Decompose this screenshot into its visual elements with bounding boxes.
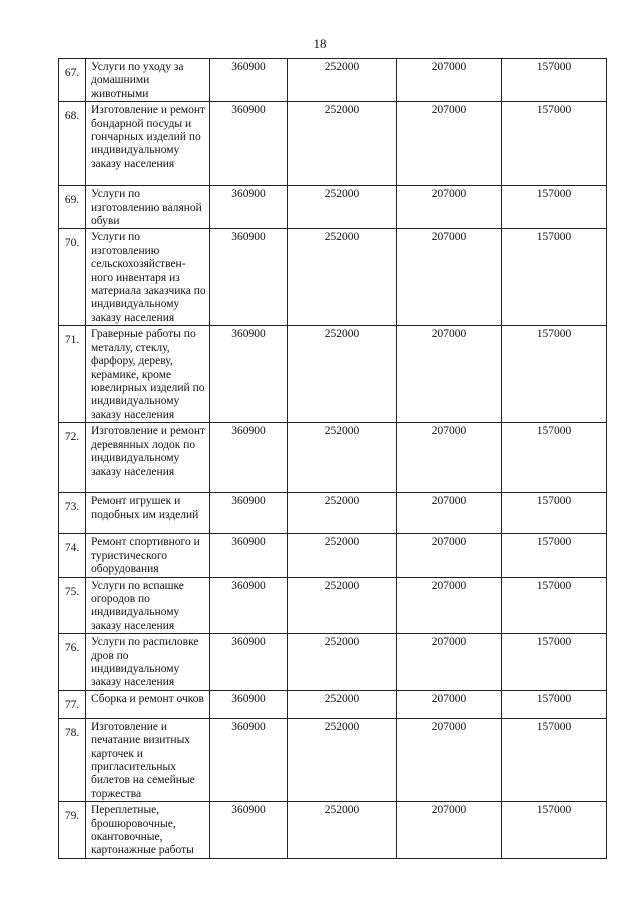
- service-name: Ремонт спортивного и туристического оборудования: [86, 534, 210, 577]
- value-cell: 157000: [502, 634, 607, 691]
- value-cell: 252000: [288, 229, 397, 326]
- service-name: Ремонт игрушек и подобных им изделий: [86, 493, 210, 534]
- value-cell: 360900: [210, 186, 288, 229]
- row-number: 67.: [59, 59, 86, 102]
- row-number: 77.: [59, 690, 86, 718]
- value-cell: 252000: [288, 102, 397, 186]
- table-row: [59, 326, 607, 423]
- value-cell: 360900: [210, 718, 288, 801]
- value-cell: 207000: [397, 326, 502, 423]
- value-cell: 157000: [502, 423, 607, 493]
- value-cell: 157000: [502, 229, 607, 326]
- value-cell: 207000: [397, 634, 502, 691]
- table-row: [59, 577, 607, 634]
- value-cell: 207000: [397, 802, 502, 859]
- value-cell: 157000: [502, 102, 607, 186]
- value-cell: 252000: [288, 534, 397, 577]
- service-name: Услуги по уходу за домашними животными: [86, 59, 210, 102]
- value-cell: 252000: [288, 59, 397, 102]
- value-cell: 157000: [502, 690, 607, 718]
- value-cell: 207000: [397, 534, 502, 577]
- row-number: 70.: [59, 229, 86, 326]
- value-cell: 207000: [397, 186, 502, 229]
- value-cell: 207000: [397, 690, 502, 718]
- value-cell: 207000: [397, 59, 502, 102]
- value-cell: 252000: [288, 186, 397, 229]
- value-cell: 360900: [210, 802, 288, 859]
- value-cell: 360900: [210, 59, 288, 102]
- value-cell: 252000: [288, 718, 397, 801]
- value-cell: 157000: [502, 577, 607, 634]
- table-row: [59, 59, 607, 102]
- table-row: [59, 423, 607, 493]
- service-name: Изготовление и ремонт деревянных лодок по индивидуальному заказу населения: [86, 423, 210, 493]
- service-name: Услуги по изготовлению сельскохозяйствен-ного инвентаря из материала заказчика по индивидуальному заказу населения: [86, 229, 210, 326]
- table-row: [59, 690, 607, 718]
- table-row: [59, 634, 607, 691]
- service-name: Услуги по изготовлению валяной обуви: [86, 186, 210, 229]
- value-cell: 157000: [502, 718, 607, 801]
- value-cell: 252000: [288, 802, 397, 859]
- value-cell: 157000: [502, 534, 607, 577]
- table-row: [59, 534, 607, 577]
- service-name: Услуги по вспашке огородов по индивидуальному заказу населения: [86, 577, 210, 634]
- value-cell: 207000: [397, 229, 502, 326]
- value-cell: 157000: [502, 326, 607, 423]
- row-number: 68.: [59, 102, 86, 186]
- value-cell: 157000: [502, 802, 607, 859]
- value-cell: 360900: [210, 577, 288, 634]
- value-cell: 360900: [210, 634, 288, 691]
- table-row: [59, 102, 607, 186]
- page-number: 18: [313, 36, 327, 51]
- value-cell: 207000: [397, 718, 502, 801]
- value-cell: 360900: [210, 690, 288, 718]
- row-number: 75.: [59, 577, 86, 634]
- value-cell: 252000: [288, 326, 397, 423]
- row-number: 69.: [59, 186, 86, 229]
- value-cell: 207000: [397, 493, 502, 534]
- value-cell: 252000: [288, 690, 397, 718]
- row-number: 72.: [59, 423, 86, 493]
- table-row: [59, 229, 607, 326]
- value-cell: 252000: [288, 423, 397, 493]
- table-row: [59, 802, 607, 859]
- value-cell: 207000: [397, 577, 502, 634]
- row-number: 71.: [59, 326, 86, 423]
- table-row: [59, 718, 607, 801]
- value-cell: 360900: [210, 102, 288, 186]
- row-number: 78.: [59, 718, 86, 801]
- services-table: [58, 58, 607, 859]
- value-cell: 360900: [210, 326, 288, 423]
- value-cell: 157000: [502, 493, 607, 534]
- service-name: Граверные работы по металлу, стеклу, фарфору, дереву, керамике, кроме ювелирных изделий по индивидуальному заказу населения: [86, 326, 210, 423]
- service-name: Услуги по распиловке дров по индивидуальному заказу населения: [86, 634, 210, 691]
- service-name: Изготовление и ремонт бондарной посуды и гончарных изделий по индивидуальному заказу населения: [86, 102, 210, 186]
- table-row: [59, 493, 607, 534]
- value-cell: 207000: [397, 102, 502, 186]
- value-cell: 252000: [288, 634, 397, 691]
- service-name: Сборка и ремонт очков: [86, 690, 210, 718]
- row-number: 79.: [59, 802, 86, 859]
- value-cell: 360900: [210, 534, 288, 577]
- service-name: Изготовление и печатание визитных карточек и пригласительных билетов на семейные торжества: [86, 718, 210, 801]
- row-number: 76.: [59, 634, 86, 691]
- table-row: [59, 186, 607, 229]
- value-cell: 360900: [210, 423, 288, 493]
- value-cell: 157000: [502, 186, 607, 229]
- value-cell: 360900: [210, 493, 288, 534]
- service-name: Переплетные, брошюровочные, окантовочные, картонажные работы: [86, 802, 210, 859]
- row-number: 74.: [59, 534, 86, 577]
- value-cell: 207000: [397, 423, 502, 493]
- value-cell: 157000: [502, 59, 607, 102]
- value-cell: 252000: [288, 577, 397, 634]
- value-cell: 252000: [288, 493, 397, 534]
- value-cell: 360900: [210, 229, 288, 326]
- row-number: 73.: [59, 493, 86, 534]
